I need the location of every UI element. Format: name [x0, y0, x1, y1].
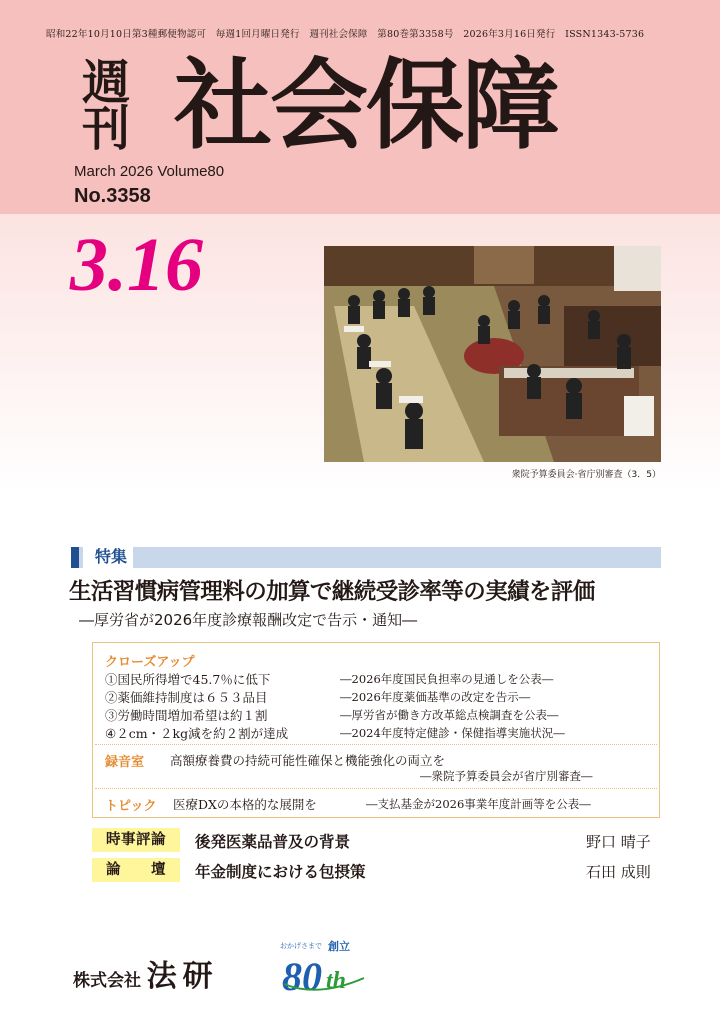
- closeup-item-desc: ―2026年度国民負担率の見通しを公表―: [340, 672, 554, 686]
- feature-subheadline: ―厚労省が2026年度診療報酬改定で告示・通知―: [79, 611, 418, 629]
- column-tag: 時事評論: [92, 828, 180, 852]
- photo-caption: 衆院予算委員会·省庁別審査（3．5）: [511, 470, 661, 480]
- title-small-1: 週: [81, 55, 130, 111]
- topic-title[interactable]: 医療DXの本格的な展開を: [173, 797, 317, 812]
- closeup-item-title[interactable]: ③労働時間増加希望は約１割: [105, 708, 268, 723]
- column-author: 石田 成則: [586, 863, 651, 881]
- anniversary-kanji: 創立: [328, 940, 350, 953]
- closeup-item-title[interactable]: ②薬価維持制度は６５３品目: [105, 690, 268, 705]
- closeup-item-desc: ―2026年度薬価基準の改定を告示―: [340, 690, 531, 704]
- closeup-label: クローズアップ: [105, 655, 195, 670]
- column-tag: 論 壇: [92, 858, 180, 882]
- box-divider: [95, 788, 657, 789]
- publisher-prefix: 株式会社: [73, 971, 141, 991]
- closeup-item-desc: ―2024年度特定健診・保健指導実施状況―: [340, 726, 565, 740]
- title-shukan: [78, 55, 134, 157]
- closeup-item-title[interactable]: ④２cm・２kg減を約２割が達成: [105, 726, 289, 741]
- topic-desc: ―支払基金が2026事業年度計画等を公表―: [366, 797, 591, 811]
- publisher-brand: 法研: [146, 959, 219, 994]
- recording-title[interactable]: 高額療養費の持続可能性確保と機能強化の両立を: [170, 753, 446, 768]
- committee-photo: [324, 246, 661, 462]
- issue-number: No.3358: [74, 185, 151, 207]
- box-divider: [95, 744, 657, 745]
- feature-marker: [71, 547, 79, 568]
- magazine-title: 社会保障: [174, 49, 559, 163]
- issue-date: 3.16: [70, 223, 203, 307]
- topic-label: トピック: [105, 799, 157, 814]
- closeup-item-desc: ―厚労省が働き方改革総点検調査を公表―: [340, 708, 559, 722]
- anniversary-top-text: おかげさまで: [280, 942, 322, 950]
- title-small-2: 刊: [81, 101, 130, 157]
- anniversary-suffix: th: [326, 968, 347, 994]
- column-author: 野口 晴子: [586, 833, 651, 851]
- publisher-name: [73, 951, 219, 995]
- feature-label: 特集: [83, 546, 133, 568]
- recording-label: 録音室: [105, 755, 145, 770]
- anniversary-logo: [278, 938, 368, 998]
- feature-headline[interactable]: 生活習慣病管理料の加算で継続受診率等の実績を評価: [69, 579, 595, 605]
- column-title[interactable]: 後発医薬品普及の背景: [195, 832, 351, 851]
- publication-info: 昭和22年10月10日第3種郵便物認可 毎週1回月曜日発行 週刊社会保障 第80巻第3358号 2026年3月16日発行 ISSN1343-5736: [46, 29, 645, 40]
- column-title[interactable]: 年金制度における包摂策: [195, 862, 366, 881]
- recording-desc: ―衆院予算委員会が省庁別審査―: [420, 769, 593, 783]
- anniversary-number: 80: [282, 954, 322, 998]
- feature-bar: [71, 547, 661, 568]
- closeup-item-title[interactable]: ①国民所得増で45.7％に低下: [105, 672, 271, 687]
- committee-room-illustration: [324, 246, 661, 462]
- anniversary-80th-icon: [278, 938, 368, 998]
- volume-line: March 2026 Volume80: [74, 163, 225, 180]
